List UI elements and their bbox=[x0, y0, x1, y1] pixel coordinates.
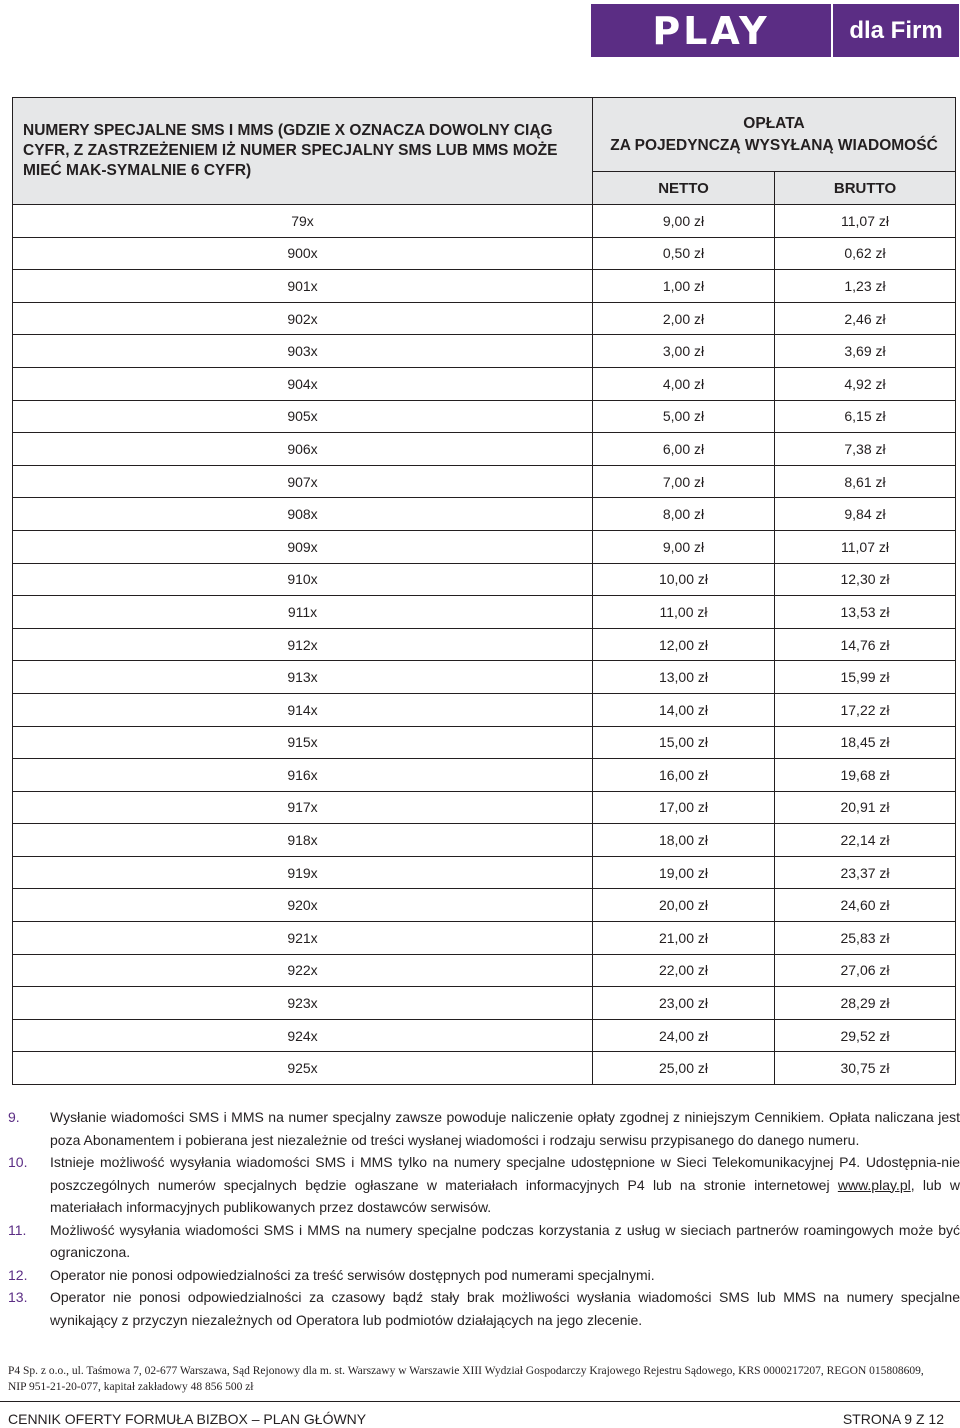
table-row bbox=[13, 530, 956, 563]
company-info-line1: P4 Sp. z o.o., ul. Taśmowa 7, 02-677 Warszawa, Sąd Rejonowy dla m. st. Warszawy w Warszawie XIII Wydział Gospodarczy Krajowego Rejestru Sądowego, KRS 0000217207, REGON 015808609, bbox=[8, 1365, 924, 1377]
cell-brutto: 12,30 zł bbox=[775, 563, 956, 596]
cell-netto: 15,00 zł bbox=[593, 726, 775, 759]
cell-netto: 23,00 zł bbox=[593, 987, 775, 1020]
note-text-part: Istnieje możliwość wysyłania wiadomości SMS i MMS tylko na numery specjalne udostępnione w Sieci Telekomunikacyjnej P4. Udostępnia-nie poszczególnych numerów specjalnych będzie ogłaszane w materiałach informacyjnych P4 lub na stronie internetowej bbox=[50, 1154, 960, 1193]
table-row bbox=[13, 726, 956, 759]
cell-number: 912x bbox=[13, 628, 593, 661]
cell-brutto: 23,37 zł bbox=[775, 856, 956, 889]
cell-brutto: 11,07 zł bbox=[775, 205, 956, 238]
cell-netto: 9,00 zł bbox=[593, 205, 775, 238]
cell-brutto: 19,68 zł bbox=[775, 759, 956, 792]
price-rows bbox=[13, 205, 956, 1085]
cell-netto: 8,00 zł bbox=[593, 498, 775, 531]
cell-number: 902x bbox=[13, 302, 593, 335]
table-row bbox=[13, 987, 956, 1020]
header-fee bbox=[593, 98, 956, 172]
cell-number: 919x bbox=[13, 856, 593, 889]
cell-number: 907x bbox=[13, 465, 593, 498]
note-number: 12. bbox=[8, 1266, 28, 1283]
cell-netto: 14,00 zł bbox=[593, 693, 775, 726]
table-row bbox=[13, 759, 956, 792]
footer-page-number: STRONA 9 Z 12 bbox=[842, 1411, 944, 1427]
header-fee-line2: ZA POJEDYNCZĄ WYSYŁANĄ WIADOMOŚĆ bbox=[610, 136, 938, 154]
cell-netto: 0,50 zł bbox=[593, 237, 775, 270]
cell-brutto: 24,60 zł bbox=[775, 889, 956, 922]
cell-brutto: 4,92 zł bbox=[775, 367, 956, 400]
table-row bbox=[13, 856, 956, 889]
cell-netto: 5,00 zł bbox=[593, 400, 775, 433]
cell-brutto: 3,69 zł bbox=[775, 335, 956, 368]
table-row bbox=[13, 628, 956, 661]
cell-brutto: 7,38 zł bbox=[775, 433, 956, 466]
cell-number: 922x bbox=[13, 954, 593, 987]
table-row bbox=[13, 433, 956, 466]
table-row bbox=[13, 889, 956, 922]
cell-number: 917x bbox=[13, 791, 593, 824]
cell-brutto: 30,75 zł bbox=[775, 1052, 956, 1085]
table-row bbox=[13, 693, 956, 726]
cell-brutto: 17,22 zł bbox=[775, 693, 956, 726]
table-row bbox=[13, 1052, 956, 1085]
table-row bbox=[13, 954, 956, 987]
cell-brutto: 20,91 zł bbox=[775, 791, 956, 824]
cell-number: 910x bbox=[13, 563, 593, 596]
note-9 bbox=[8, 1106, 960, 1151]
cell-number: 911x bbox=[13, 596, 593, 629]
cell-brutto: 0,62 zł bbox=[775, 237, 956, 270]
note-text bbox=[50, 1151, 960, 1219]
cell-number: 923x bbox=[13, 987, 593, 1020]
cell-netto: 19,00 zł bbox=[593, 856, 775, 889]
table-row bbox=[13, 824, 956, 857]
table-row bbox=[13, 563, 956, 596]
cell-brutto: 14,76 zł bbox=[775, 628, 956, 661]
play-website-link[interactable]: www.play.pl bbox=[837, 1176, 911, 1193]
footer-divider bbox=[0, 1401, 960, 1402]
play-logo bbox=[591, 4, 959, 57]
cell-brutto: 1,23 zł bbox=[775, 270, 956, 303]
table-row bbox=[13, 791, 956, 824]
table-row bbox=[13, 596, 956, 629]
cell-brutto: 27,06 zł bbox=[775, 954, 956, 987]
cell-number: 79x bbox=[13, 205, 593, 238]
table-row bbox=[13, 661, 956, 694]
table-row bbox=[13, 302, 956, 335]
cell-brutto: 29,52 zł bbox=[775, 1019, 956, 1052]
table-row bbox=[13, 367, 956, 400]
cell-number: 924x bbox=[13, 1019, 593, 1052]
cell-number: 918x bbox=[13, 824, 593, 857]
table-row bbox=[13, 335, 956, 368]
cell-netto: 9,00 zł bbox=[593, 530, 775, 563]
note-text-part: , lub w materiałach informacyjnych publikowanych przez dostawców serwisów. bbox=[50, 1176, 960, 1215]
cell-netto: 16,00 zł bbox=[593, 759, 775, 792]
cell-number: 921x bbox=[13, 922, 593, 955]
cell-brutto: 22,14 zł bbox=[775, 824, 956, 857]
cell-number: 909x bbox=[13, 530, 593, 563]
table-row bbox=[13, 400, 956, 433]
cell-brutto: 28,29 zł bbox=[775, 987, 956, 1020]
note-11 bbox=[8, 1219, 960, 1264]
cell-number: 925x bbox=[13, 1052, 593, 1085]
cell-netto: 10,00 zł bbox=[593, 563, 775, 596]
cell-number: 904x bbox=[13, 367, 593, 400]
note-text: Wysłanie wiadomości SMS i MMS na numer specjalny zawsze powoduje naliczenie opłaty zgodnej z niniejszym Cennikiem. Opłata naliczana jest poza Abonamentem i pobierana jest niezależnie od treści wysłanej wiadomości i rodzaju serwisu przypisanego do danego numeru. bbox=[50, 1109, 960, 1148]
cell-number: 914x bbox=[13, 693, 593, 726]
company-info-line2: NIP 951-21-20-077, kapitał zakładowy 48 856 500 zł bbox=[8, 1381, 254, 1393]
table-row bbox=[13, 922, 956, 955]
table-row bbox=[13, 465, 956, 498]
cell-number: 905x bbox=[13, 400, 593, 433]
note-text: Operator nie ponosi odpowiedzialności za czasowy bądź stały brak możliwości wysłania wiadomości SMS lub MMS na numery specjalne wynikający z przyczyn niezależnych od Operatora lub podmiotów działających na jego zlecenie. bbox=[50, 1289, 960, 1328]
cell-number: 916x bbox=[13, 759, 593, 792]
cell-brutto: 25,83 zł bbox=[775, 922, 956, 955]
cell-brutto: 13,53 zł bbox=[775, 596, 956, 629]
cell-netto: 17,00 zł bbox=[593, 791, 775, 824]
cell-number: 920x bbox=[13, 889, 593, 922]
cell-netto: 13,00 zł bbox=[593, 661, 775, 694]
company-info bbox=[8, 1363, 960, 1395]
header-fee-line1: OPŁATA bbox=[743, 114, 805, 132]
cell-netto: 12,00 zł bbox=[593, 628, 775, 661]
table-row bbox=[13, 270, 956, 303]
cell-brutto: 6,15 zł bbox=[775, 400, 956, 433]
cell-brutto: 15,99 zł bbox=[775, 661, 956, 694]
cell-netto: 4,00 zł bbox=[593, 367, 775, 400]
note-number: 11. bbox=[8, 1221, 27, 1238]
header-special-numbers: NUMERY SPECJALNE SMS I MMS (GDZIE X OZNACZA DOWOLNY CIĄG CYFR, Z ZASTRZEŻENIEM IŻ NUMER SPECJALNY SMS LUB MMS MOŻE MIEĆ MAK-SYMALNIE 6 CYFR) bbox=[13, 98, 593, 205]
cell-number: 908x bbox=[13, 498, 593, 531]
cell-netto: 3,00 zł bbox=[593, 335, 775, 368]
cell-number: 913x bbox=[13, 661, 593, 694]
cell-number: 903x bbox=[13, 335, 593, 368]
cell-netto: 20,00 zł bbox=[593, 889, 775, 922]
cell-number: 915x bbox=[13, 726, 593, 759]
note-number: 10. bbox=[8, 1154, 28, 1170]
table-row bbox=[13, 498, 956, 531]
note-number: 9. bbox=[8, 1109, 20, 1125]
cell-netto: 7,00 zł bbox=[593, 465, 775, 498]
cell-netto: 25,00 zł bbox=[593, 1052, 775, 1085]
cell-brutto: 2,46 zł bbox=[775, 302, 956, 335]
header-netto: NETTO bbox=[593, 172, 775, 205]
cell-number: 901x bbox=[13, 270, 593, 303]
cell-netto: 24,00 zł bbox=[593, 1019, 775, 1052]
play-logo-suffix: dla Firm bbox=[833, 4, 959, 57]
cell-netto: 21,00 zł bbox=[593, 922, 775, 955]
cell-netto: 18,00 zł bbox=[593, 824, 775, 857]
note-13 bbox=[8, 1286, 960, 1331]
note-12 bbox=[8, 1264, 960, 1287]
cell-number: 900x bbox=[13, 237, 593, 270]
table-row bbox=[13, 1019, 956, 1052]
cell-netto: 22,00 zł bbox=[593, 954, 775, 987]
cell-netto: 1,00 zł bbox=[593, 270, 775, 303]
cell-brutto: 9,84 zł bbox=[775, 498, 956, 531]
cell-netto: 2,00 zł bbox=[593, 302, 775, 335]
note-number: 13. bbox=[8, 1289, 28, 1305]
cell-brutto: 8,61 zł bbox=[775, 465, 956, 498]
play-logo-brand: PLAY bbox=[591, 4, 831, 57]
special-numbers-price-table bbox=[12, 97, 956, 1085]
notes-list bbox=[8, 1106, 960, 1331]
footer-document-title: CENNIK OFERTY FORMUŁA BIZBOX – PLAN GŁÓWNY bbox=[8, 1411, 367, 1427]
header-brutto: BRUTTO bbox=[775, 172, 956, 205]
note-10 bbox=[8, 1151, 960, 1219]
cell-brutto: 11,07 zł bbox=[775, 530, 956, 563]
table-row bbox=[13, 205, 956, 238]
cell-netto: 11,00 zł bbox=[593, 596, 775, 629]
table-row bbox=[13, 237, 956, 270]
note-text: Operator nie ponosi odpowiedzialności za treść serwisów dostępnych pod numerami specjalnymi. bbox=[50, 1266, 655, 1283]
note-text: Możliwość wysyłania wiadomości SMS i MMS na numery specjalne podczas korzystania z usług w sieciach partnerów roamingowych może być ograniczona. bbox=[50, 1221, 960, 1260]
cell-brutto: 18,45 zł bbox=[775, 726, 956, 759]
cell-number: 906x bbox=[13, 433, 593, 466]
cell-netto: 6,00 zł bbox=[593, 433, 775, 466]
